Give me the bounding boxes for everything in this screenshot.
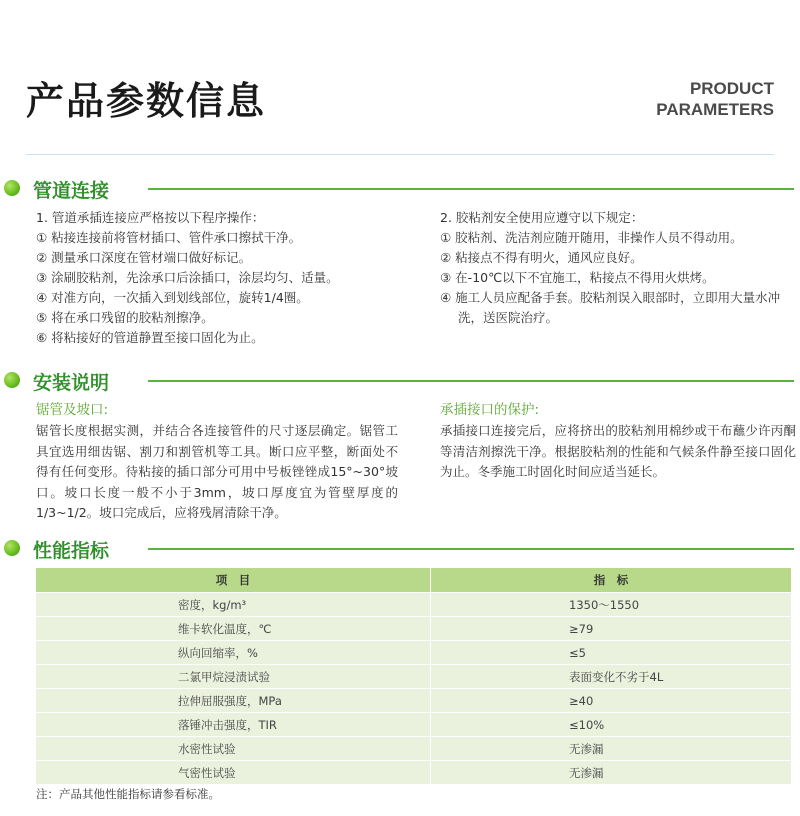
procedure-step: ④ 对准方向，一次插入到划线部位，旋转1/4圈。	[36, 290, 309, 305]
table-cell-value: ≤10%	[431, 713, 792, 737]
table-row	[36, 737, 792, 761]
subsection-text: 承插接口连接完后，应将挤出的胶粘剂用棉纱或干布蘸少许丙酮等清洁剂擦洗干净。根据胶粘剂的性能和气候条件静至接口固化为止。冬季施工时固化时间应适当延长。	[440, 423, 796, 479]
table-cell-item: 维卡软化温度，℃	[36, 617, 431, 641]
subsection-text: 锯管长度根据实测，并结合各连接管件的尺寸逐层确定。锯管工具宜选用细齿锯、割刀和割管机等工具。断口应平整，断面处不得有任何变形。待粘接的插口部分可用中号板锉锉成15°~30°坡口。坡口长度一般不小于3mm，坡口厚度宜为管壁厚度的1/3~1/2。坡口完成后，应将残屑清除干净。	[36, 423, 398, 520]
performance-table	[36, 568, 792, 785]
subsection-title: 承插接口的保护:	[440, 402, 540, 418]
table-row	[36, 713, 792, 737]
table-cell-value: ≤5	[431, 641, 792, 665]
table-cell-value: ≥40	[431, 689, 792, 713]
section-divider	[148, 548, 794, 550]
safety-rule: ② 粘接点不得有明火，通风应良好。	[440, 250, 643, 265]
table-header-row	[36, 568, 792, 593]
page-title-english	[656, 78, 774, 120]
table-row	[36, 761, 792, 785]
safety-rule: ③ 在-10℃以下不宜施工，粘接点不得用火烘烤。	[440, 270, 715, 285]
pipe-cutting-chamfer	[36, 400, 398, 524]
procedure-step: ① 粘接连接前将管材插口、管件承口擦拭干净。	[36, 230, 302, 245]
procedure-heading: 1. 管道承插连接应严格按以下程序操作：	[36, 210, 265, 225]
section-header-performance	[4, 536, 800, 560]
subsection-title: 锯管及坡口:	[36, 402, 109, 418]
title-divider	[26, 154, 774, 155]
table-cell-item: 纵向回缩率，%	[36, 641, 431, 665]
adhesive-safety-rules	[440, 208, 796, 328]
green-ball-bullet-icon	[4, 180, 20, 196]
pipe-connection-procedure	[36, 208, 416, 348]
procedure-step: ⑤ 将在承口残留的胶粘剂擦净。	[36, 310, 214, 325]
table-row	[36, 689, 792, 713]
table-cell-value: 表面变化不劣于4L	[431, 665, 792, 689]
table-cell-item: 拉伸屈服强度，MPa	[36, 689, 431, 713]
table-row	[36, 641, 792, 665]
section-title: 管道连接	[33, 180, 110, 202]
table-cell-item: 密度，kg/m³	[36, 593, 431, 617]
table-cell-value: 无渗漏	[431, 761, 792, 785]
procedure-step: ② 测量承口深度在管材端口做好标记。	[36, 250, 252, 265]
section-divider	[148, 380, 794, 382]
procedure-step: ③ 涂刷胶粘剂，先涂承口后涂插口，涂层均匀、适量。	[36, 270, 339, 285]
section-header-installation	[4, 368, 800, 392]
section-title: 安装说明	[33, 372, 110, 394]
procedure-step: ⑥ 将粘接好的管道静置至接口固化为止。	[36, 330, 264, 345]
safety-rule: ④ 施工人员应配备手套。胶粘剂误入眼部时，立即用大量水冲洗，送医院治疗。	[440, 290, 781, 325]
table-row	[36, 665, 792, 689]
green-ball-bullet-icon	[4, 540, 20, 556]
safety-rule: ① 胶粘剂、洗洁剂应随开随用，非操作人员不得动用。	[440, 230, 743, 245]
section-divider	[148, 188, 794, 190]
table-cell-value: 无渗漏	[431, 737, 792, 761]
section-title: 性能指标	[33, 540, 110, 562]
footnote: 注：产品其他性能指标请参看标准。	[36, 787, 220, 801]
table-cell-item: 气密性试验	[36, 761, 431, 785]
table-row	[36, 617, 792, 641]
green-ball-bullet-icon	[4, 372, 20, 388]
table-cell-item: 二氯甲烷浸渍试验	[36, 665, 431, 689]
socket-joint-protection	[440, 400, 796, 483]
table-cell-item: 水密性试验	[36, 737, 431, 761]
table-cell-item: 落锤冲击强度，TIR	[36, 713, 431, 737]
section-header-pipe-connection	[4, 176, 800, 200]
column-header-value: 指 标	[431, 568, 792, 593]
table-cell-value: 1350～1550	[431, 593, 792, 617]
table-row	[36, 593, 792, 617]
page-title-english-line1: PRODUCT	[689, 79, 774, 98]
page-title-english-line2: PARAMETERS	[656, 100, 774, 119]
column-header-item: 项 目	[36, 568, 431, 593]
table-cell-value: ≥79	[431, 617, 792, 641]
safety-heading: 2. 胶粘剂安全使用应遵守以下规定：	[440, 210, 644, 225]
page-title: 产品参数信息	[26, 79, 267, 123]
